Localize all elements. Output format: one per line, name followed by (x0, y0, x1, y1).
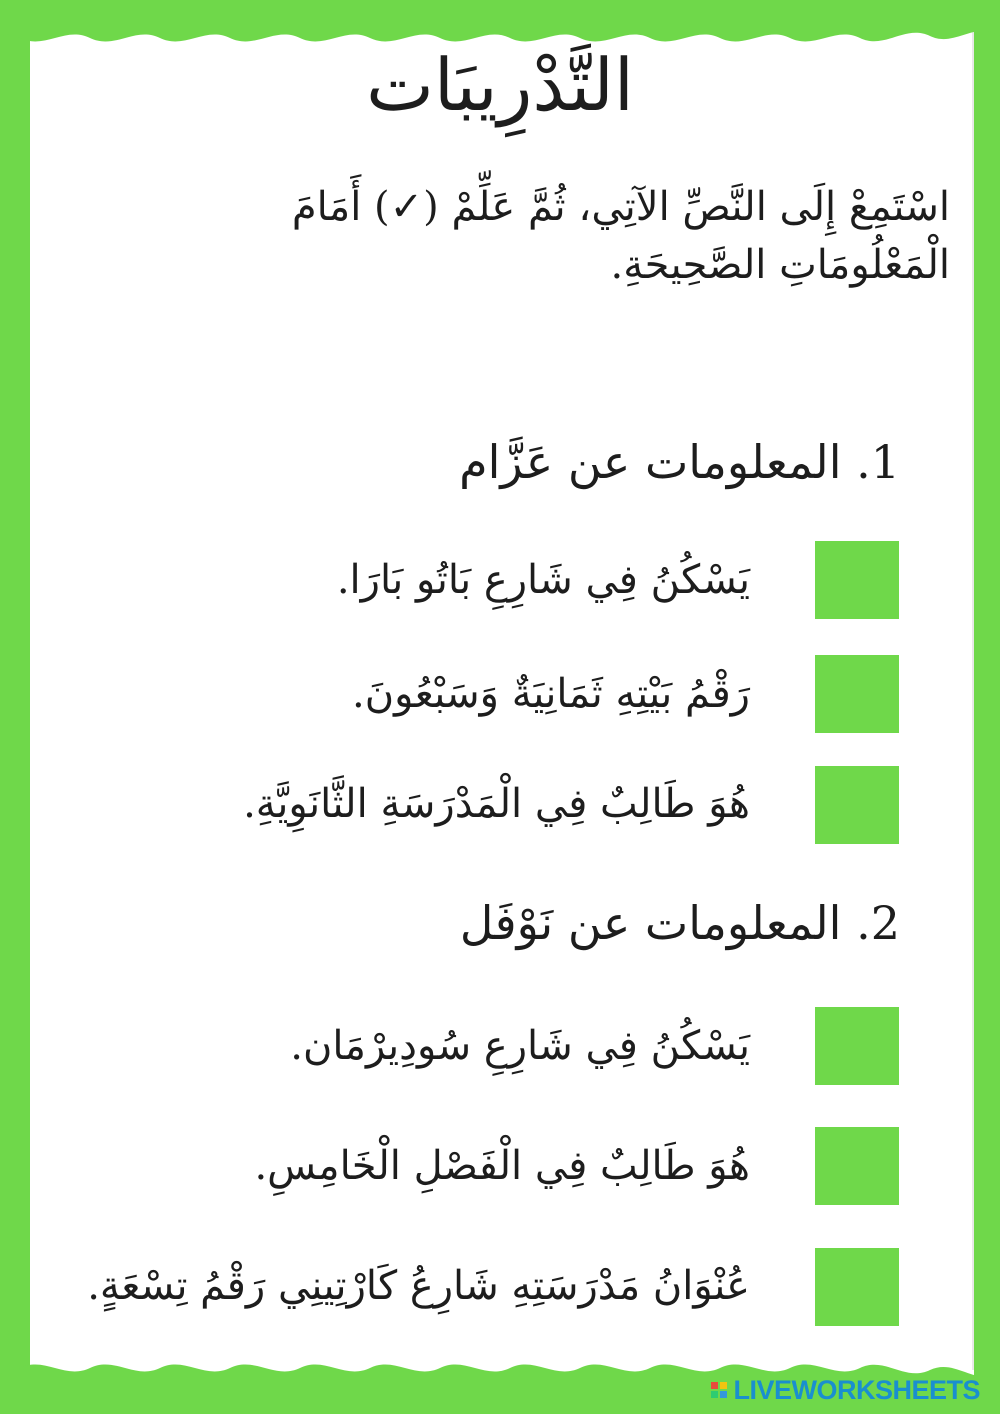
section-heading-1: 1. المعلومات عن عَزَّام (459, 435, 900, 489)
section-heading-2: 2. المعلومات عن نَوْفَل (459, 896, 900, 950)
page-title: التَّدْرِيبَات (366, 43, 634, 127)
liveworksheets-logo-icon (711, 1382, 727, 1398)
liveworksheets-logo (711, 1372, 980, 1408)
statement-2-2: هُوَ طَالِبٌ فِي الْفَصْلِ الْخَامِسِ. (254, 1143, 750, 1189)
frame-right-border (974, 0, 1000, 1414)
statement-2-1: يَسْكُنُ فِي شَارِعِ سُودِيرْمَان. (290, 1023, 750, 1069)
checkbox-1-3[interactable] (815, 766, 899, 844)
checkbox-1-1[interactable] (815, 541, 899, 619)
checkbox-1-2[interactable] (815, 655, 899, 733)
statement-1-3: هُوَ طَالِبٌ فِي الْمَدْرَسَةِ الثَّانَوِيَّةِ. (243, 781, 750, 827)
instruction-text: اسْتَمِعْ إِلَى النَّصِّ الآتِي، ثُمَّ عَلِّمْ (✓) أَمَامَ الْمَعْلُومَاتِ الصَّحِيحَةِ. (291, 184, 950, 288)
liveworksheets-wordmark: LIVEWORKSHEETS (733, 1374, 980, 1405)
statement-1-1: يَسْكُنُ فِي شَارِعِ بَاتُو بَارَا. (336, 557, 750, 603)
statement-1-2: رَقْمُ بَيْتِهِ ثَمَانِيَةٌ وَسَبْعُونَ. (352, 671, 750, 717)
checkbox-2-3[interactable] (815, 1248, 899, 1326)
statement-2-3: عُنْوَانُ مَدْرَسَتِهِ شَارِعُ كَارْتِينِي رَقْمُ تِسْعَةٍ. (87, 1263, 750, 1309)
frame-left-border (0, 0, 30, 1414)
checkbox-2-1[interactable] (815, 1007, 899, 1085)
checkbox-2-2[interactable] (815, 1127, 899, 1205)
frame-inner-line (972, 30, 974, 1370)
